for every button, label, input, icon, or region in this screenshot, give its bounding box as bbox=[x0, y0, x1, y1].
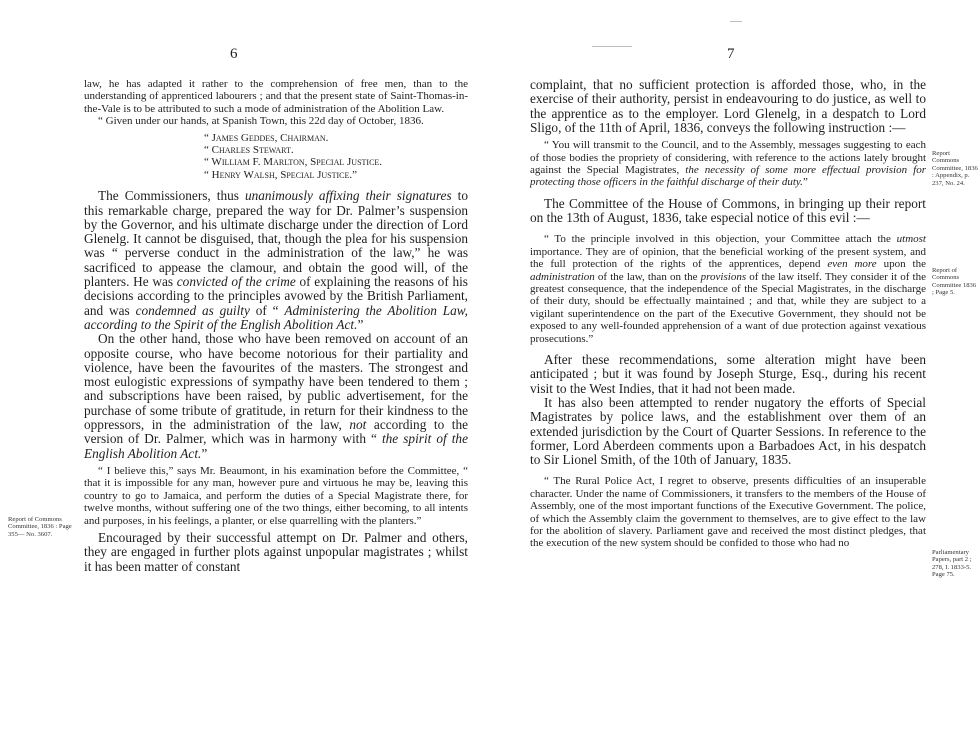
quote-principle: “ To the principle involved in this objection, your Committee attach the utmost importance. They are of opinion, that the beneficial working of the present system, and the full protection of the rights of the apprentices, depend even more upon the administration of the law, than on the provisions of the law itself. They consider it of the greatest consequence, that the independence of the Special Magistrates, in the discharge of their duty, should be effectually maintained ; and that, while they are subject to a vigilant superintendence on the part of the Executive Government, they should not be exposed to any well-founded apprehension of a want of due protection against vexatious prosecutions.” bbox=[530, 233, 926, 345]
margin-note-2: Report of Commons Committee 1836 ; Page 5. bbox=[932, 267, 977, 297]
paragraph-encouraged: Encouraged by their successful attempt on Dr. Palmer and others, they are engaged in further plots against unpopular magistrates ; whilst it has been matter of constant bbox=[84, 529, 468, 574]
margin-note: Report of Commons Committee, 1836 : Page 355— No. 3607. bbox=[8, 516, 72, 538]
quote-beaumont: “ I believe this,” says Mr. Beaumont, in his examination before the Committee, “ that it is impossible for any man, however pure and virtuous he may be, leaving this country to go to Jamaica, and perform the duties of a Special Magistrate there, for twelve months, without suffering one of the two things, either becoming, to all intents and purposes, in his feelings, a planter, or else quarrelling with the planters.” bbox=[84, 464, 468, 527]
paragraph-commissioners: The Commissioners, thus unanimously affixing their signatures to this remarkable charge, prepared the way for Dr. Palmer’s suspension by the Governor, and his ultimate discharge under the direction of Lord Glenelg. It cannot be disguised, that, though the plea for his suspension was “ perverse conduct in the administration of the law,” he was sacrificed to appease the clamour, and obtain the good will, of the planters. He was convicted of the crime of explaining the reasons of his decisions according to the principles avowed by the British Parliament, and was condemned as guilty of “ Administering the Abolition Law, according to the Spirit of the English Abolition Act.” bbox=[84, 188, 469, 332]
signature-3: “ William F. Marlton, Special Justice. bbox=[204, 156, 383, 169]
paragraph-after: After these recommendations, some alteration might have been anticipated ; but it was found by Joseph Sturge, Esq., during his recent visit to the West Indies, that it had not been made. bbox=[530, 352, 926, 396]
header-mark bbox=[730, 21, 742, 22]
signature-2: “ Charles Stewart. bbox=[204, 144, 294, 157]
paragraph: law, he has adapted it rather to the comprehension of free men, than to the understanding of apprenticed labourers ; and that the present state of Saint-Thomas-in-the-Vale is to be attributed to such a mode of administration of the Abolition Law. bbox=[84, 78, 468, 115]
header-rule bbox=[592, 46, 632, 47]
paragraph-other-hand: On the other hand, those who have been removed on account of an opposite course, who have become notorious for their partiality and violence, have been the favourites of the masters. The strongest and most eulogistic expressions of sympathy have been tendered to them ; and subscriptions have been raised, by public advertisement, for the purchase of some tribute of gratitude, in return for their kindness to the oppressors, in the administration of the law, not according to the version of Dr. Palmer, which was in harmony with “ the spirit of the English Abolition Act.” bbox=[84, 331, 469, 461]
right-page bbox=[490, 0, 980, 729]
margin-note-1: Report Commons Committee, 1836 : Appendix, p. 237, No. 24. bbox=[932, 150, 978, 187]
left-column bbox=[84, 78, 468, 574]
margin-note-3: Parliamentary Papers, part 2 ; 278, I. 1833-5. Page 75. bbox=[932, 549, 972, 579]
page-number: 6 bbox=[230, 46, 238, 62]
given-line: “ Given under our hands, at Spanish Town, this 22d day of October, 1836. bbox=[98, 115, 424, 128]
quote-glenelg: “ You will transmit to the Council, and to the Assembly, messages suggesting to each of those bodies the propriety of considering, with reference to the actions lately brought against the Special Magistrates, the necessity of some more effectual provision for protecting those officers in the faithful discharge of their duty.” bbox=[530, 139, 926, 189]
signature-1: “ James Geddes, Chairman. bbox=[204, 131, 329, 144]
right-column bbox=[530, 78, 926, 550]
paragraph: complaint, that no sufficient protection is afforded those, who, in the exercise of their authority, persist in endeavouring to do justice, as well to the apprentice as to the employer. Lord Glenelg, in a despatch to Lord Sligo, of the 11th of April, 1836, conveys the following instruction :— bbox=[530, 77, 926, 135]
signature-4: “ Henry Walsh, Special Justice.” bbox=[204, 168, 358, 181]
paragraph-committee: The Committee of the House of Commons, in bringing up their report on the 13th of August, 1836, take especial notice of this evil :— bbox=[530, 195, 926, 226]
quote-police: “ The Rural Police Act, I regret to observe, presents difficulties of an insuperable character. Under the name of Commissioners, it transfers to the members of the House of Assembly, one of the most important functions of the Executive Government. The police, of which the Assembly claim the government to themselves, are to give effect to the law for the abolition of slavery. Parliament gave and received the most distinct pledges, that the execution of the new system should be confided to those who had no bbox=[530, 475, 926, 550]
paragraph-attempted: It has also been attempted to render nugatory the efforts of Special Magistrates by police laws, and the establishment over them of an extended jurisdiction by the Court of Quarter Sessions. In reference to the former, Lord Aberdeen comments upon a Barbadoes Act, in his despatch to Sir Lionel Smith, of the 10th of January, 1835. bbox=[530, 394, 926, 468]
page-number: 7 bbox=[727, 46, 735, 62]
